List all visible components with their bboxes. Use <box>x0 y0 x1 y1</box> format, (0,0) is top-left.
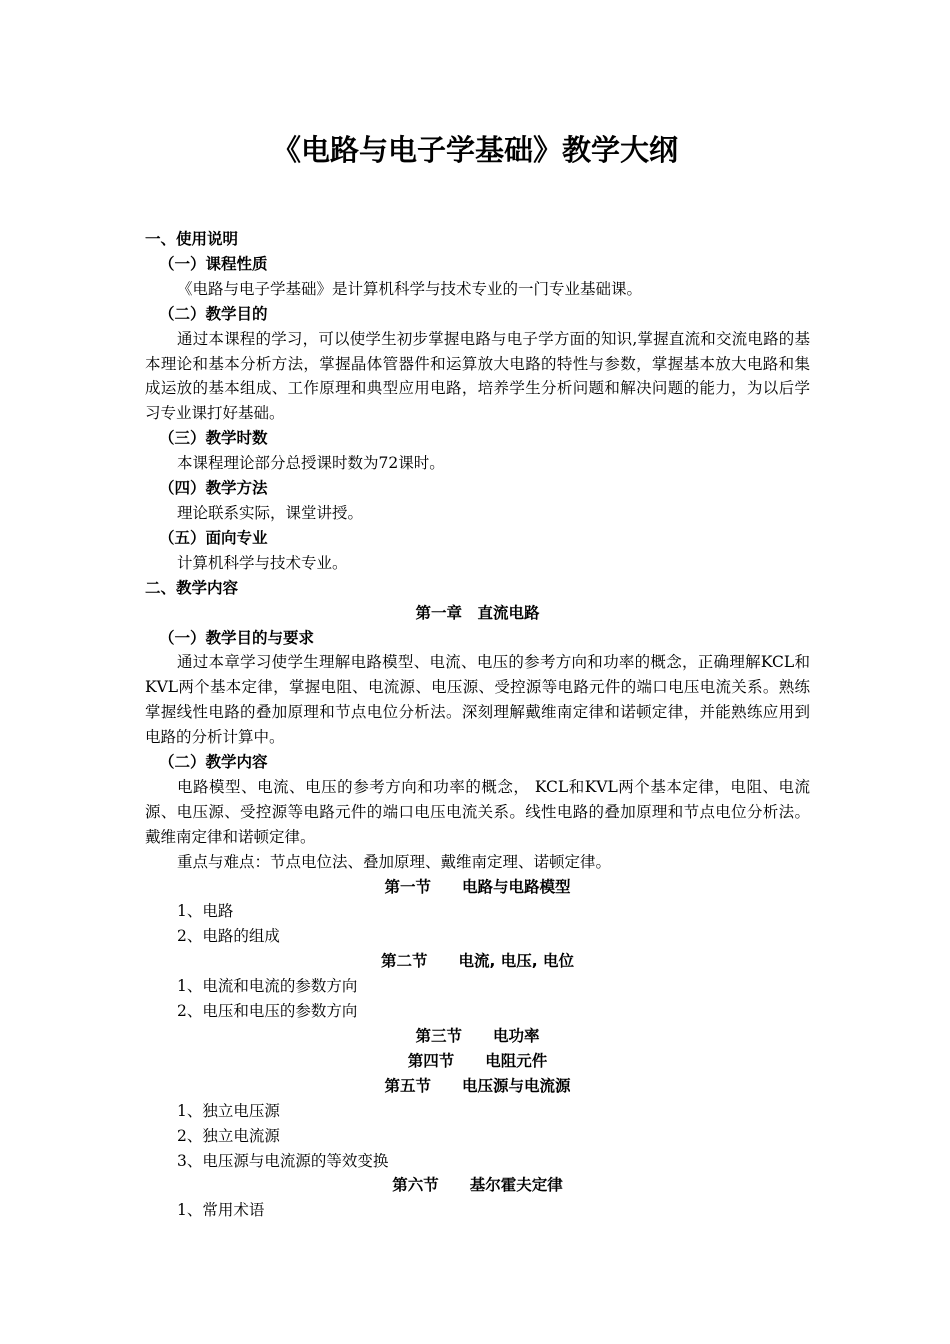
list-item: 2、电压和电压的参数方向 <box>177 1002 358 1021</box>
list-item: 1、常用术语 <box>177 1201 265 1220</box>
subheading-teaching-method: （四）教学方法 <box>159 479 268 498</box>
goals-text: 通过本章学习使学生理解电路模型、电流、电压的参考方向和功率的概念，正确理解KCL和KVL两个基本定律，掌握电阻、电流源、电压源、受控源等电路元件的端口电压电流关系。熟练掌握线性电路的叠加原理和节点电位分析法。深刻理解戴维南定律和诺顿定律，并能熟练应用到电路的分析计算中。 <box>145 653 810 747</box>
content-text: 电路模型、电流、电压的参考方向和功率的概念， KCL和KVL两个基本定律，电阻、电流源、电压源、受控源等电路元件的端口电压电流关系。线性电路的叠加原理和节点电位分析法。戴维南定律和诺顿定律。 <box>145 777 810 846</box>
target-major-text: 计算机科学与技术专业。 <box>177 553 348 572</box>
course-nature-text: 《电路与电子学基础》是计算机科学与技术专业的一门专业基础课。 <box>177 279 643 298</box>
teaching-method-text: 理论联系实际，课堂讲授。 <box>177 503 364 522</box>
subheading-content: （二）教学内容 <box>159 753 268 772</box>
subheading-teaching-hours: （三）教学时数 <box>159 429 268 448</box>
section-3-title: 第三节 电功率 <box>415 1027 540 1045</box>
list-item: 1、独立电压源 <box>177 1101 280 1120</box>
list-item: 2、电路的组成 <box>177 927 280 946</box>
list-item: 1、电路 <box>177 902 234 921</box>
teaching-hours-text: 本课程理论部分总授课时数为72课时。 <box>177 454 445 473</box>
chapter-title: 第一章 直流电路 <box>415 603 540 622</box>
section-2-title: 第二节 电流, 电压, 电位 <box>380 952 575 971</box>
key-points-text: 重点与难点：节点电位法、叠加原理、戴维南定理、诺顿定律。 <box>177 852 612 871</box>
list-item: 1、电流和电流的参数方向 <box>177 977 358 996</box>
section-5-title: 第五节 电压源与电流源 <box>384 1076 571 1095</box>
list-item: 3、电压源与电流源的等效变换 <box>177 1151 389 1170</box>
section-1-title: 第一节 电路与电路模型 <box>384 877 571 896</box>
document-title: 《电路与电子学基础》教学大纲 <box>271 133 678 167</box>
section-heading-usage: 一、使用说明 <box>145 230 239 248</box>
teaching-purpose-text: 通过本课程的学习，可以使学生初步掌握电路与电子学方面的知识,掌握直流和交流电路的基本理论和基本分析方法，掌握晶体管器件和运算放大电路的特性与参数，掌握基本放大电路和集成运放的基本组成、工作原理和典型应用电路，培养学生分析问题和解决问题的能力，为以后学习专业课打好基础。 <box>145 329 810 423</box>
section-6-title: 第六节 基尔霍夫定律 <box>392 1176 563 1195</box>
list-item: 2、独立电流源 <box>177 1126 280 1145</box>
section-heading-content: 二、教学内容 <box>145 578 239 597</box>
subheading-course-nature: （一）课程性质 <box>159 254 268 273</box>
subheading-goals: （一）教学目的与要求 <box>159 628 315 647</box>
subheading-target-major: （五）面向专业 <box>159 528 268 547</box>
subheading-teaching-purpose: （二）教学目的 <box>159 304 268 323</box>
section-4-title: 第四节 电阻元件 <box>407 1051 548 1070</box>
document-body <box>145 227 810 1223</box>
